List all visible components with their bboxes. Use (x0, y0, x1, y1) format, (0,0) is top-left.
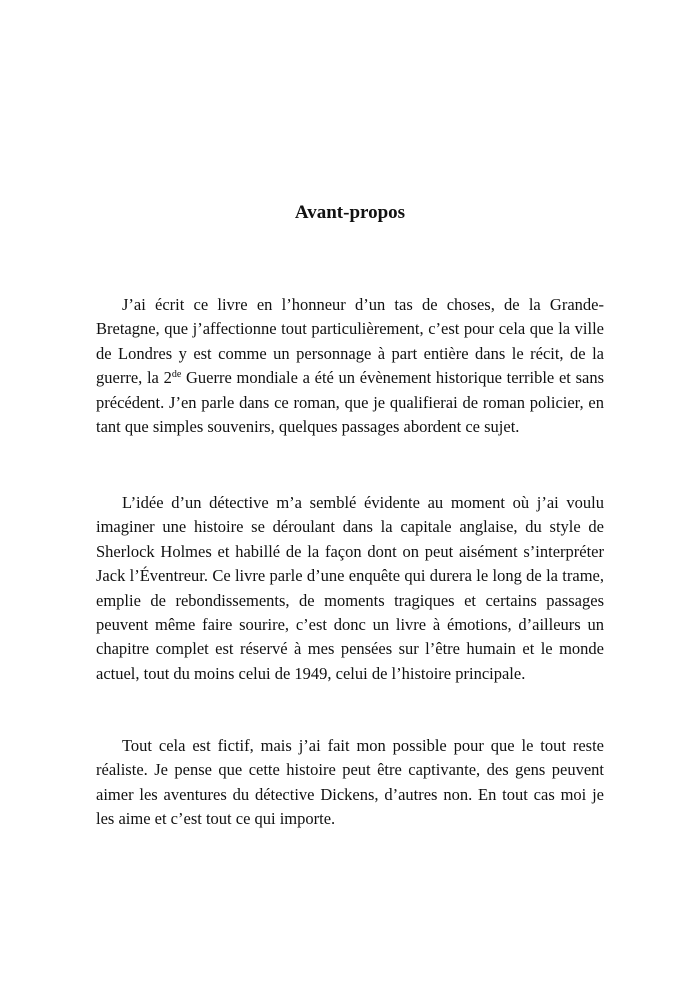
paragraph-1-text (96, 293, 604, 439)
paragraph-1 (96, 293, 604, 439)
paragraph-3 (96, 734, 604, 832)
paragraph-3-text: Tout cela est fictif, mais j’ai fait mon possible pour que le tout reste réaliste. Je pense que cette histoire peut être captivante, des gens peuvent aimer les aventures du détective Dickens, d’autres non. En tout cas moi je les aime et c’est tout ce qui importe. (96, 736, 604, 829)
paragraph-2 (96, 491, 604, 686)
paragraph-1-before-superscript: J’ai écrit ce livre en l’honneur d’un tas de choses, de la Grande-Bretagne, que j’affectionne tout particulièrement, c’est pour cela que la ville de Londres y est comme un personnage à part entière dans le récit, de la guerre, la 2 (96, 295, 604, 388)
page-title: Avant-propos (294, 202, 406, 223)
paragraph-1-after-superscript: Guerre mondiale a été un évènement historique terrible et sans précédent. J’en parle dans ce roman, que je qualifierai de roman policier, en tant que simples souvenirs, quelques passages abordent ce sujet. (96, 368, 604, 437)
ordinal-superscript: de (171, 369, 182, 381)
paragraph-2-text: L’idée d’un détective m’a semblé évidente au moment où j’ai voulu imaginer une histoire se déroulant dans la capitale anglaise, du style de Sherlock Holmes et habillé de la façon dont on peut aisément s’interpréter Jack l’Éventreur. Ce livre parle d’une enquête qui durera le long de la trame, emplie de rebondissements, de moments tragiques et certains passages peuvent même faire sourire, c’est donc un livre à émotions, d’ailleurs un chapitre complet est réservé à mes pensées sur l’être humain et le monde actuel, tout du moins celui de 1949, celui de l’histoire principale. (96, 493, 604, 683)
